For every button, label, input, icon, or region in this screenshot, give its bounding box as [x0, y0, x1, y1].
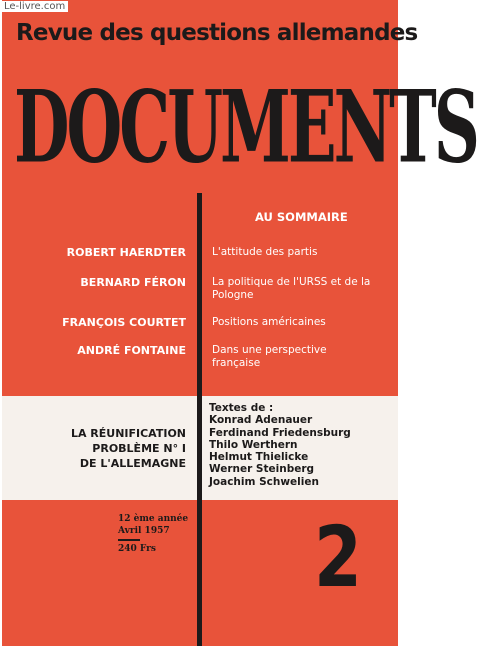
issue-date: Avril 1957 — [118, 526, 170, 536]
contributor: Ferdinand Friedensburg — [209, 426, 351, 439]
toc-article: Positions américaines — [212, 316, 326, 328]
theme-line: LA RÉUNIFICATION — [70, 427, 186, 440]
issue-rule — [118, 539, 140, 541]
contributor: Konrad Adenauer — [209, 414, 313, 427]
contributor: Helmut Thielicke — [209, 451, 309, 464]
issue-price: 240 Frs — [118, 544, 156, 554]
site-watermark: Le-livre.com — [1, 1, 68, 12]
toc-article: La politique de l'URSS et de la Pologne — [212, 276, 371, 301]
vertical-divider — [197, 193, 202, 646]
cover-title: DOCUMENTS — [14, 70, 477, 187]
toc-article: L'attitude des partis — [212, 246, 318, 258]
theme-line: PROBLÈME N° I — [92, 442, 186, 455]
issue-number: 2 — [314, 508, 362, 606]
contributor: Thilo Werthern — [209, 438, 298, 451]
sommaire-heading: AU SOMMAIRE — [255, 210, 348, 224]
contributors-list — [209, 402, 394, 488]
toc-author: BERNARD FÉRON — [80, 276, 186, 289]
theme-line: DE L'ALLEMAGNE — [79, 457, 186, 470]
toc-article: Dans une perspective française — [212, 344, 327, 369]
contributors-heading: Textes de : — [209, 402, 274, 414]
toc-author: ANDRÉ FONTAINE — [77, 344, 186, 357]
toc-author: ROBERT HAERDTER — [66, 246, 186, 259]
contributor: Werner Steinberg — [209, 463, 315, 476]
issue-info — [118, 513, 193, 555]
cover-subtitle: Revue des questions allemandes — [16, 20, 418, 46]
magazine-cover — [2, 0, 477, 646]
toc-author: FRANÇOIS COURTET — [62, 316, 186, 329]
contributor: Joachim Schwelien — [209, 475, 319, 488]
issue-year: 12 ème année — [118, 514, 189, 524]
